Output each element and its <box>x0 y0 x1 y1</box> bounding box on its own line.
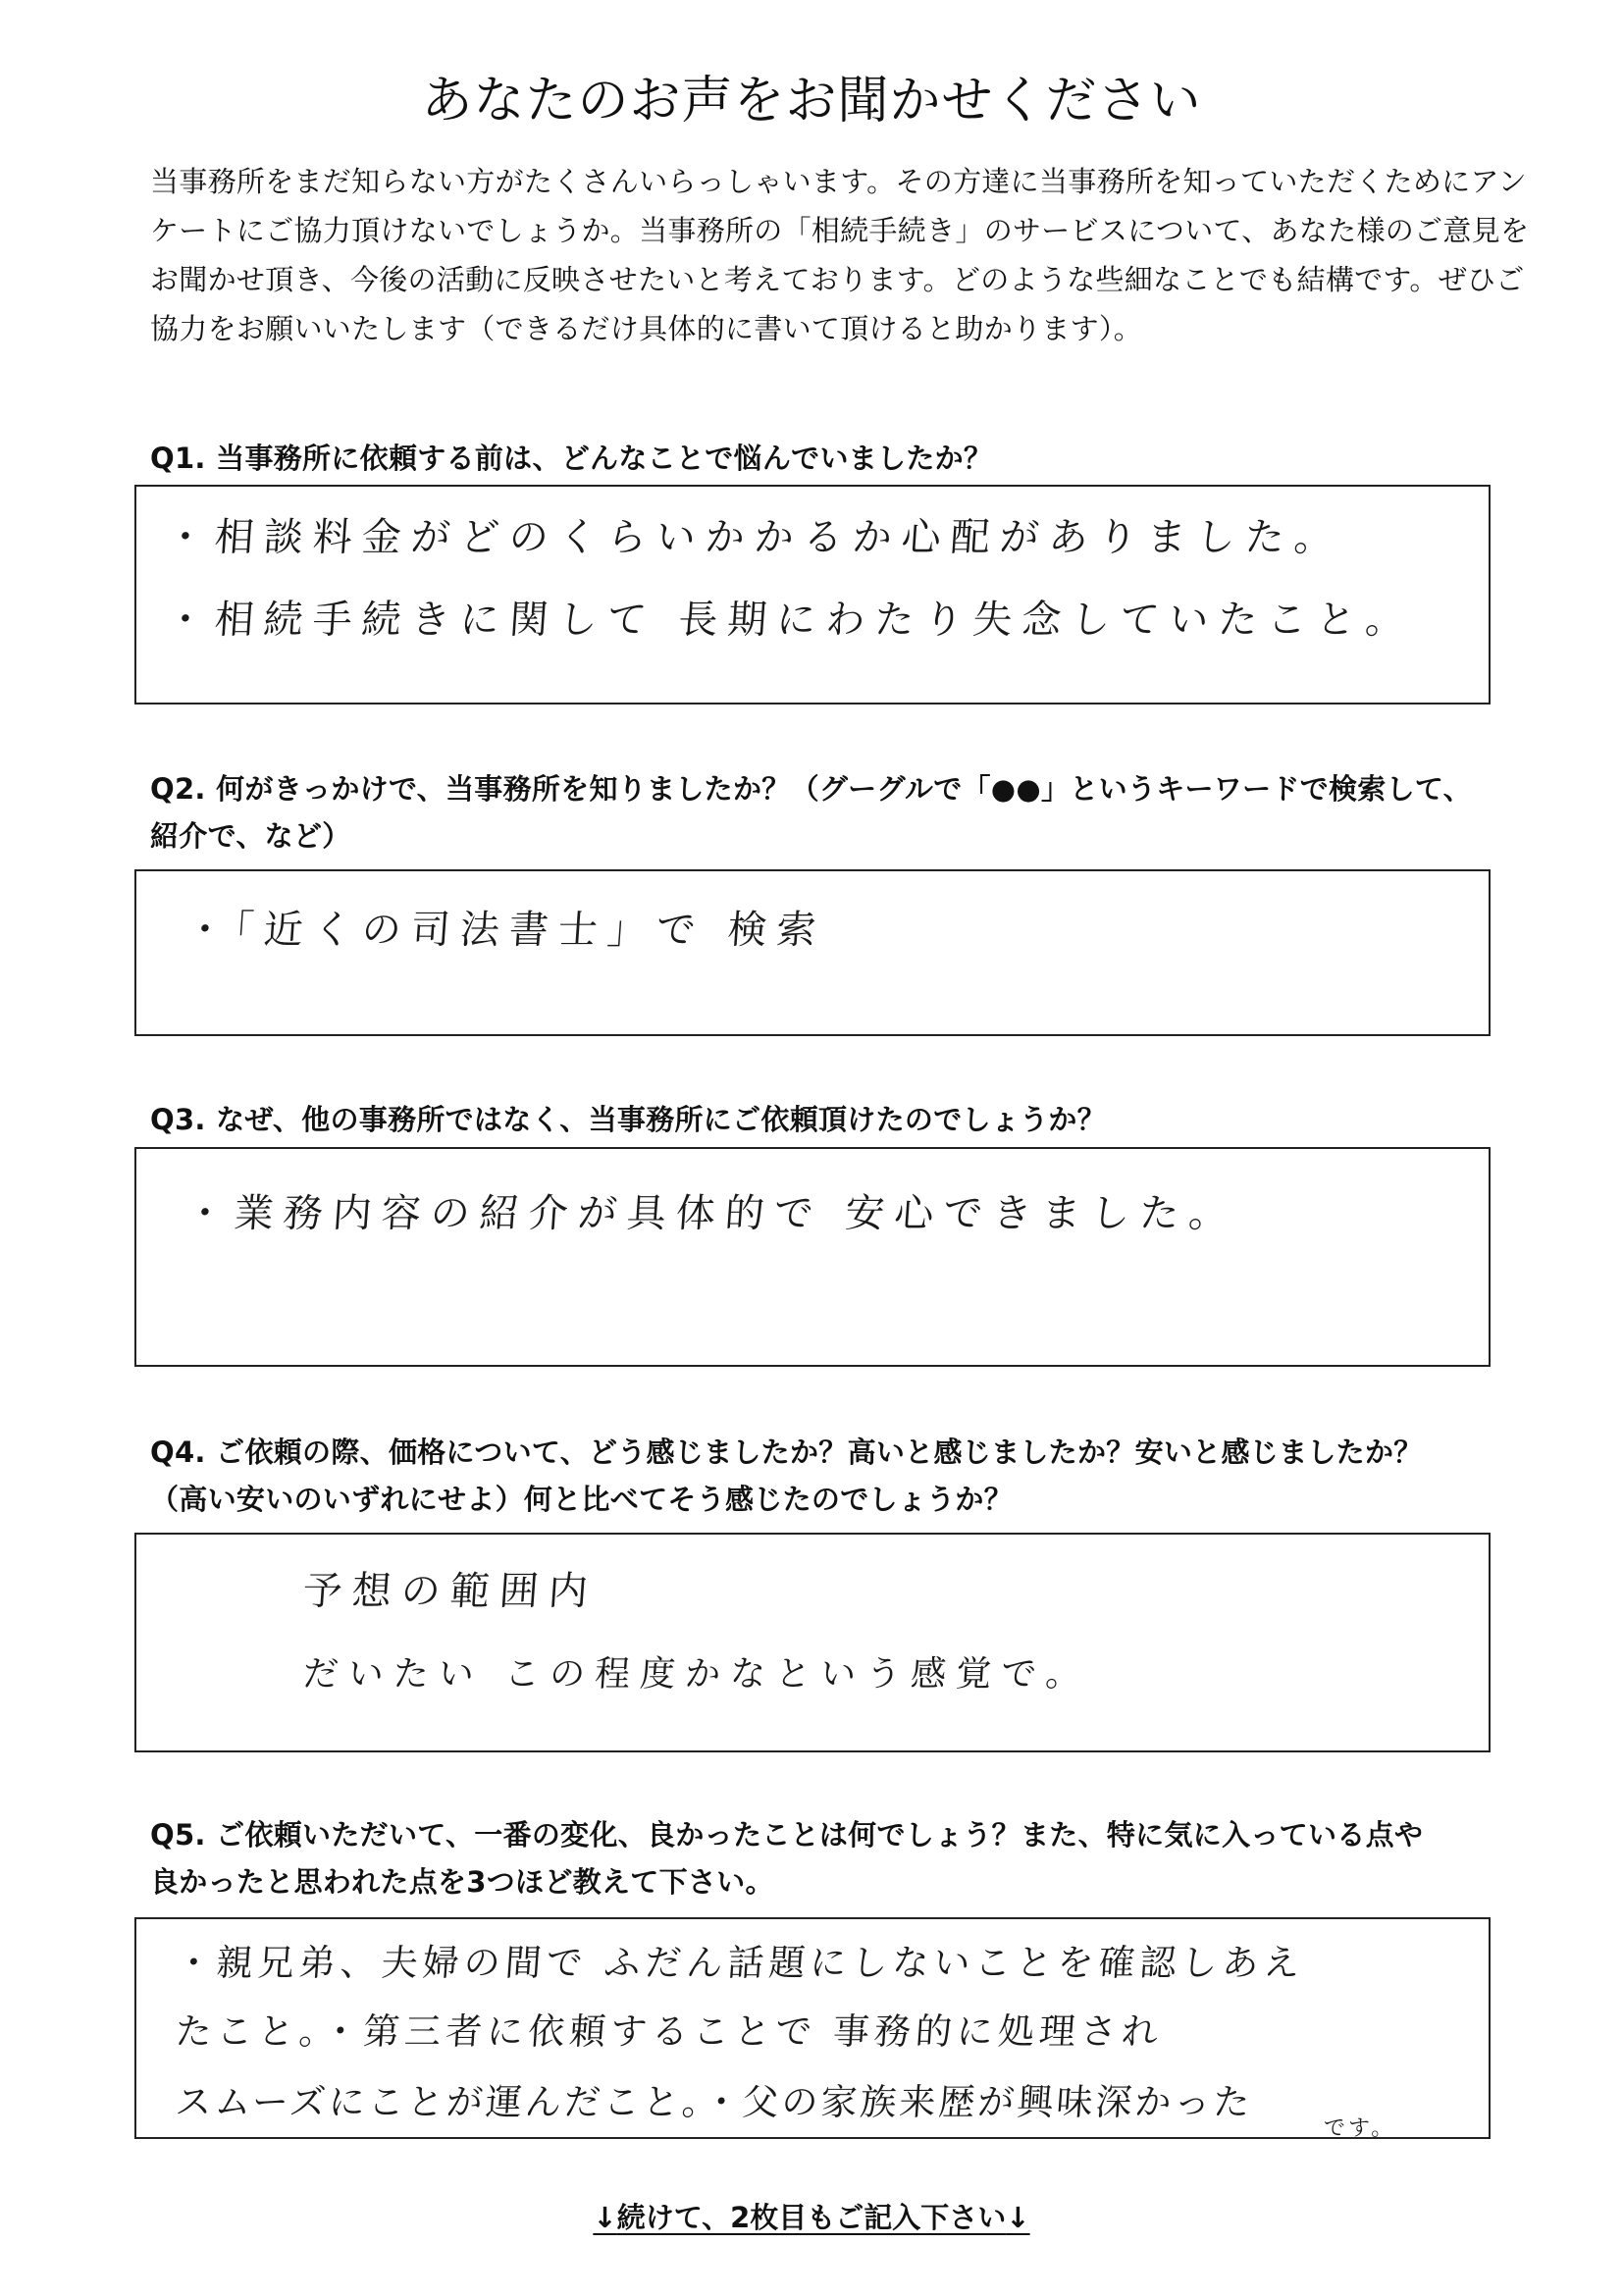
handwritten-answer: 予想の範囲内 <box>301 1569 600 1614</box>
handwritten-answer: だいたい この程度かなという感覚で。 <box>301 1654 1092 1695</box>
handwritten-answer: ・親兄弟、夫婦の間で ふだん話題にしないことを確認しあえ <box>174 1942 1307 1984</box>
down-arrow-icon: ↓ <box>593 2201 617 2234</box>
intro-line: ケートにご協力頂けないでしょうか。当事務所の「相続手続き」のサービスについて、あなた様のご意見を <box>150 214 1530 247</box>
question-text: Q1. 当事務所に依頼する前は、どんなことで悩んでいましたか？ <box>150 442 993 475</box>
question-2 <box>150 765 1504 860</box>
handwritten-answer: ・業務内容の紹介が具体的で 安心できました。 <box>183 1191 1240 1236</box>
question-3 <box>150 1096 1504 1143</box>
continue-text: 続けて、2枚目もご記入下さい <box>616 2201 1007 2234</box>
answer-box-3[interactable] <box>134 1147 1491 1367</box>
question-text: Q3. なぜ、他の事務所ではなく、当事務所にご依頼頂けたのでしょうか？ <box>150 1103 1106 1136</box>
handwritten-note: です。 <box>1324 2116 1396 2141</box>
handwritten-answer: ・相続手続きに関して 長期にわたり失念していたこと。 <box>164 598 1417 643</box>
intro-text <box>150 157 1530 353</box>
continue-note <box>0 2198 1623 2237</box>
question-5 <box>150 1811 1504 1905</box>
handwritten-answer: ・相談料金がどのくらいかかるか心配がありました。 <box>164 515 1345 560</box>
question-text: Q2. 何がきっかけで、当事務所を知りましたか？（グーグルで「●●」というキーワードで検索して、 <box>150 772 1472 806</box>
handwritten-answer: たこと。・第三者に依頼することで 事務的に処理され <box>174 2010 1165 2053</box>
handwritten-answer: スムーズにことが運んだこと。・父の家族来歴が興味深かった <box>174 2081 1255 2123</box>
answer-box-4[interactable] <box>134 1533 1491 1752</box>
handwritten-answer: ・「近くの司法書士」で 検索 <box>183 908 828 953</box>
page-title: あなたのお声をお聞かせください <box>421 72 1202 130</box>
intro-line: 協力をお願いいたします（できるだけ具体的に書いて頂けると助かります）。 <box>150 312 1143 345</box>
question-text: 良かったと思われた点を3つほど教えて下さい。 <box>150 1865 774 1899</box>
intro-line: お聞かせ頂き、今後の活動に反映させたいと考えております。どのような些細なことでも結構です。ぜひご <box>150 263 1525 296</box>
down-arrow-icon: ↓ <box>1006 2201 1030 2234</box>
intro-line: 当事務所をまだ知らない方がたくさんいらっしゃいます。その方達に当事務所を知っていただくためにアン <box>150 165 1527 198</box>
answer-box-1[interactable] <box>134 485 1491 704</box>
question-text: Q4. ご依頼の際、価格について、どう感じましたか？高いと感じましたか？安いと感じましたか？ <box>150 1435 1423 1469</box>
question-text: 紹介で、など） <box>150 819 351 853</box>
answer-box-2[interactable] <box>134 869 1491 1036</box>
question-text: （高い安いのいずれにせよ）何と比べてそう感じたのでしょうか？ <box>150 1483 1014 1516</box>
question-text: Q5. ご依頼いただいて、一番の変化、良かったことは何でしょう？また、特に気に入っている点や <box>150 1818 1424 1852</box>
answer-box-5[interactable] <box>134 1917 1491 2139</box>
question-4 <box>150 1429 1504 1523</box>
question-1 <box>150 435 1504 482</box>
